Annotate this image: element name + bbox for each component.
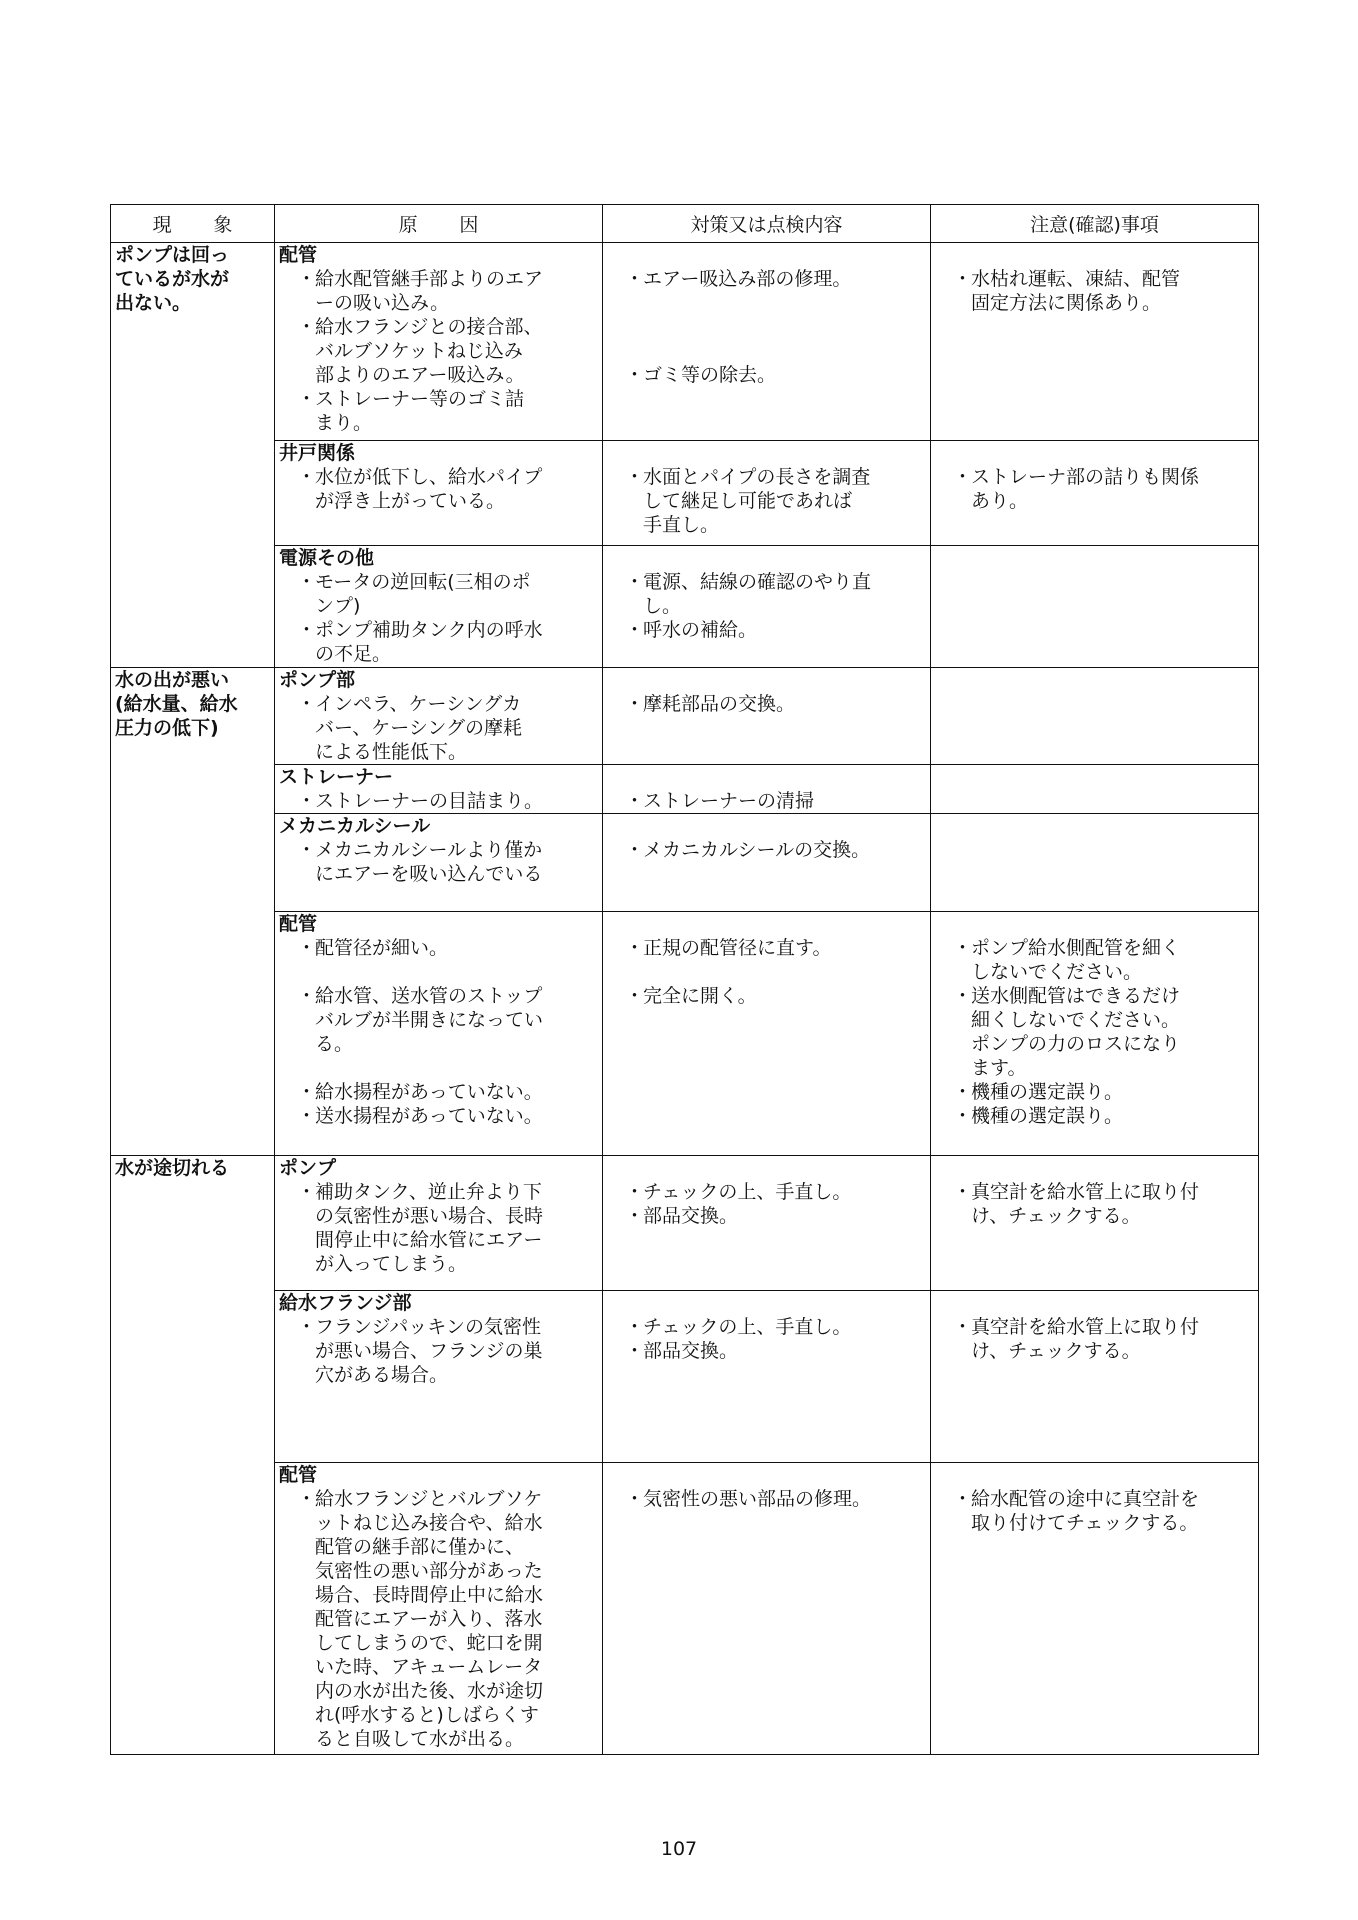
list-item: ・ 部品交換。 (607, 1339, 926, 1363)
note-cell (931, 814, 1259, 912)
list-item: ・ 水位が低下し、給水パイプ が浮き上がっている。 (279, 465, 598, 513)
table-row (111, 546, 1259, 668)
list-item: ・ メカニカルシールより僅か にエアーを吸い込んでいる (279, 838, 598, 886)
table-row (111, 814, 1259, 912)
note-cell (931, 1291, 1259, 1463)
remedy-cell (603, 912, 931, 1156)
remedy-cell (603, 1291, 931, 1463)
table-row (111, 668, 1259, 765)
list-item: ・ ポンプ補助タンク内の呼水 の不足。 (279, 618, 598, 666)
list-item: ・ 水枯れ運転、凍結、配管 固定方法に関係あり。 (935, 267, 1254, 315)
list-item: ・ 配管径が細い。 (279, 936, 598, 960)
list-item: ・ 摩耗部品の交換。 (607, 692, 926, 716)
list-item: ・ モータの逆回転(三相のポ ンプ) (279, 570, 598, 618)
list-item: ・ ストレーナーの清掃 (607, 789, 926, 813)
list-item: ・ 給水フランジとの接合部、 バルブソケットねじ込み 部よりのエアー吸込み。 (279, 315, 598, 387)
header-row (111, 205, 1259, 243)
list-item: ・ 給水揚程があっていない。 (279, 1080, 598, 1104)
note-cell (931, 441, 1259, 546)
cause-cell: 配管 ・ 給水配管継手部よりのエア ーの吸い込み。 ・ 給水フランジとの接合部、 バルブソケットねじ込み 部よりのエアー吸込み。 ・ ストレーナー等のゴミ詰 まり。 (275, 243, 603, 441)
list-item: ・ ストレーナー等のゴミ詰 まり。 (279, 387, 598, 435)
symptom-cell: ポンプは回っ ているが水が 出ない。 (111, 243, 275, 668)
list-item: ・ 真空計を給水管上に取り付 け、チェックする。 (935, 1315, 1254, 1363)
list-item: ・ ストレーナーの目詰まり。 (279, 789, 598, 813)
remedy-cell (603, 1463, 931, 1755)
symptom-cell: 水の出が悪い (給水量、給水 圧力の低下) (111, 668, 275, 1156)
remedy-cell (603, 546, 931, 668)
list-item: ・ 水面とパイプの長さを調査 して継足し可能であれば 手直し。 (607, 465, 926, 537)
remedy-cell (603, 814, 931, 912)
header-notes: 注意(確認)事項 (931, 205, 1259, 243)
note-cell (931, 243, 1259, 441)
list-item: ・ 呼水の補給。 (607, 618, 926, 642)
list-item: ・ 部品交換。 (607, 1204, 926, 1228)
table-row (111, 1463, 1259, 1755)
list-item: ・ 正規の配管径に直す。 (607, 936, 926, 960)
note-cell (931, 1463, 1259, 1755)
note-cell (931, 1156, 1259, 1291)
list-item: ・ 機種の選定誤り。 (935, 1104, 1254, 1128)
cause-cell: 配管 ・ 配管径が細い。 ・ 給水管、送水管のストップ バルブが半開きになってい る。 ・ 給水揚程があっていない。 ・ 送水揚程があっていない。 (275, 912, 603, 1156)
list-item: ・ ストレーナ部の詰りも関係 あり。 (935, 465, 1254, 513)
list-item: ・ エアー吸込み部の修理。 (607, 267, 926, 291)
page-number: 107 (660, 1838, 698, 1860)
list-item: ・ 完全に開く。 (607, 984, 926, 1008)
table-row (111, 1291, 1259, 1463)
remedy-cell (603, 243, 931, 441)
list-item: ・ 真空計を給水管上に取り付 け、チェックする。 (935, 1180, 1254, 1228)
list-item: ・ ゴミ等の除去。 (607, 363, 926, 387)
header-cause: 原 因 (275, 205, 603, 243)
list-item: ・ インペラ、ケーシングカ バー、ケーシングの摩耗 による性能低下。 (279, 692, 598, 764)
list-item: ・ 給水配管の途中に真空計を 取り付けてチェックする。 (935, 1487, 1254, 1535)
list-item: ・ メカニカルシールの交換。 (607, 838, 926, 862)
header-symptom: 現 象 (111, 205, 275, 243)
note-cell (931, 765, 1259, 814)
list-item: ・ ポンプ給水側配管を細く しないでください。 (935, 936, 1254, 984)
cause-cell: 電源その他 ・ モータの逆回転(三相のポ ンプ) ・ ポンプ補助タンク内の呼水 の不足。 (275, 546, 603, 668)
table-row (111, 441, 1259, 546)
list-item: ・ 給水フランジとバルブソケ ットねじ込み接合や、給水 配管の継手部に僅かに、 気密性の悪い部分があった 場合、長時間停止中に給水 配管にエアーが入り、落水 してしまうので、蛇口を開 いた時、アキュームレータ 内の水が出た後、水が途切 れ(呼水すると)しばらくす ると自吸して水が出る。 (279, 1487, 598, 1751)
table-row (111, 243, 1259, 441)
cause-cell: ポンプ ・ 補助タンク、逆止弁より下 の気密性が悪い場合、長時 間停止中に給水管にエアー が入ってしまう。 (275, 1156, 603, 1291)
troubleshooting-table (110, 204, 1259, 1755)
list-item: ・ 送水揚程があっていない。 (279, 1104, 598, 1128)
cause-cell: メカニカルシール ・ メカニカルシールより僅か にエアーを吸い込んでいる (275, 814, 603, 912)
table-row (111, 1156, 1259, 1291)
symptom-cell: 水が途切れる (111, 1156, 275, 1755)
header-remedy: 対策又は点検内容 (603, 205, 931, 243)
list-item: ・ チェックの上、手直し。 (607, 1180, 926, 1204)
remedy-cell (603, 441, 931, 546)
list-item: ・ 送水側配管はできるだけ 細くしないでください。 ポンプの力のロスになり ます。 (935, 984, 1254, 1080)
list-item: ・ 補助タンク、逆止弁より下 の気密性が悪い場合、長時 間停止中に給水管にエアー が入ってしまう。 (279, 1180, 598, 1276)
cause-cell: 井戸関係 ・ 水位が低下し、給水パイプ が浮き上がっている。 (275, 441, 603, 546)
list-item: ・ 気密性の悪い部品の修理。 (607, 1487, 926, 1511)
cause-cell: ポンプ部 ・ インペラ、ケーシングカ バー、ケーシングの摩耗 による性能低下。 (275, 668, 603, 765)
list-item: ・ 電源、結線の確認のやり直 し。 (607, 570, 926, 618)
list-item: ・ 給水管、送水管のストップ バルブが半開きになってい る。 (279, 984, 598, 1056)
note-cell (931, 546, 1259, 668)
remedy-cell (603, 1156, 931, 1291)
table-row (111, 765, 1259, 814)
cause-cell: 給水フランジ部 ・ フランジパッキンの気密性 が悪い場合、フランジの巣 穴がある場合。 (275, 1291, 603, 1463)
note-cell (931, 668, 1259, 765)
list-item: ・ 機種の選定誤り。 (935, 1080, 1254, 1104)
list-item: ・ フランジパッキンの気密性 が悪い場合、フランジの巣 穴がある場合。 (279, 1315, 598, 1387)
cause-cell: 配管 ・ 給水フランジとバルブソケ ットねじ込み接合や、給水 配管の継手部に僅かに、 気密性の悪い部分があった 場合、長時間停止中に給水 配管にエアーが入り、落水 してしまうので、蛇口を開 いた時、アキュームレータ 内の水が出た後、水が途切 れ(呼水すると)しばらくす ると自吸して水が出る。 (275, 1463, 603, 1755)
list-item: ・ 給水配管継手部よりのエア ーの吸い込み。 (279, 267, 598, 315)
table-row (111, 912, 1259, 1156)
remedy-cell (603, 765, 931, 814)
list-item: ・ チェックの上、手直し。 (607, 1315, 926, 1339)
remedy-cell (603, 668, 931, 765)
cause-cell: ストレーナー ・ ストレーナーの目詰まり。 (275, 765, 603, 814)
note-cell (931, 912, 1259, 1156)
